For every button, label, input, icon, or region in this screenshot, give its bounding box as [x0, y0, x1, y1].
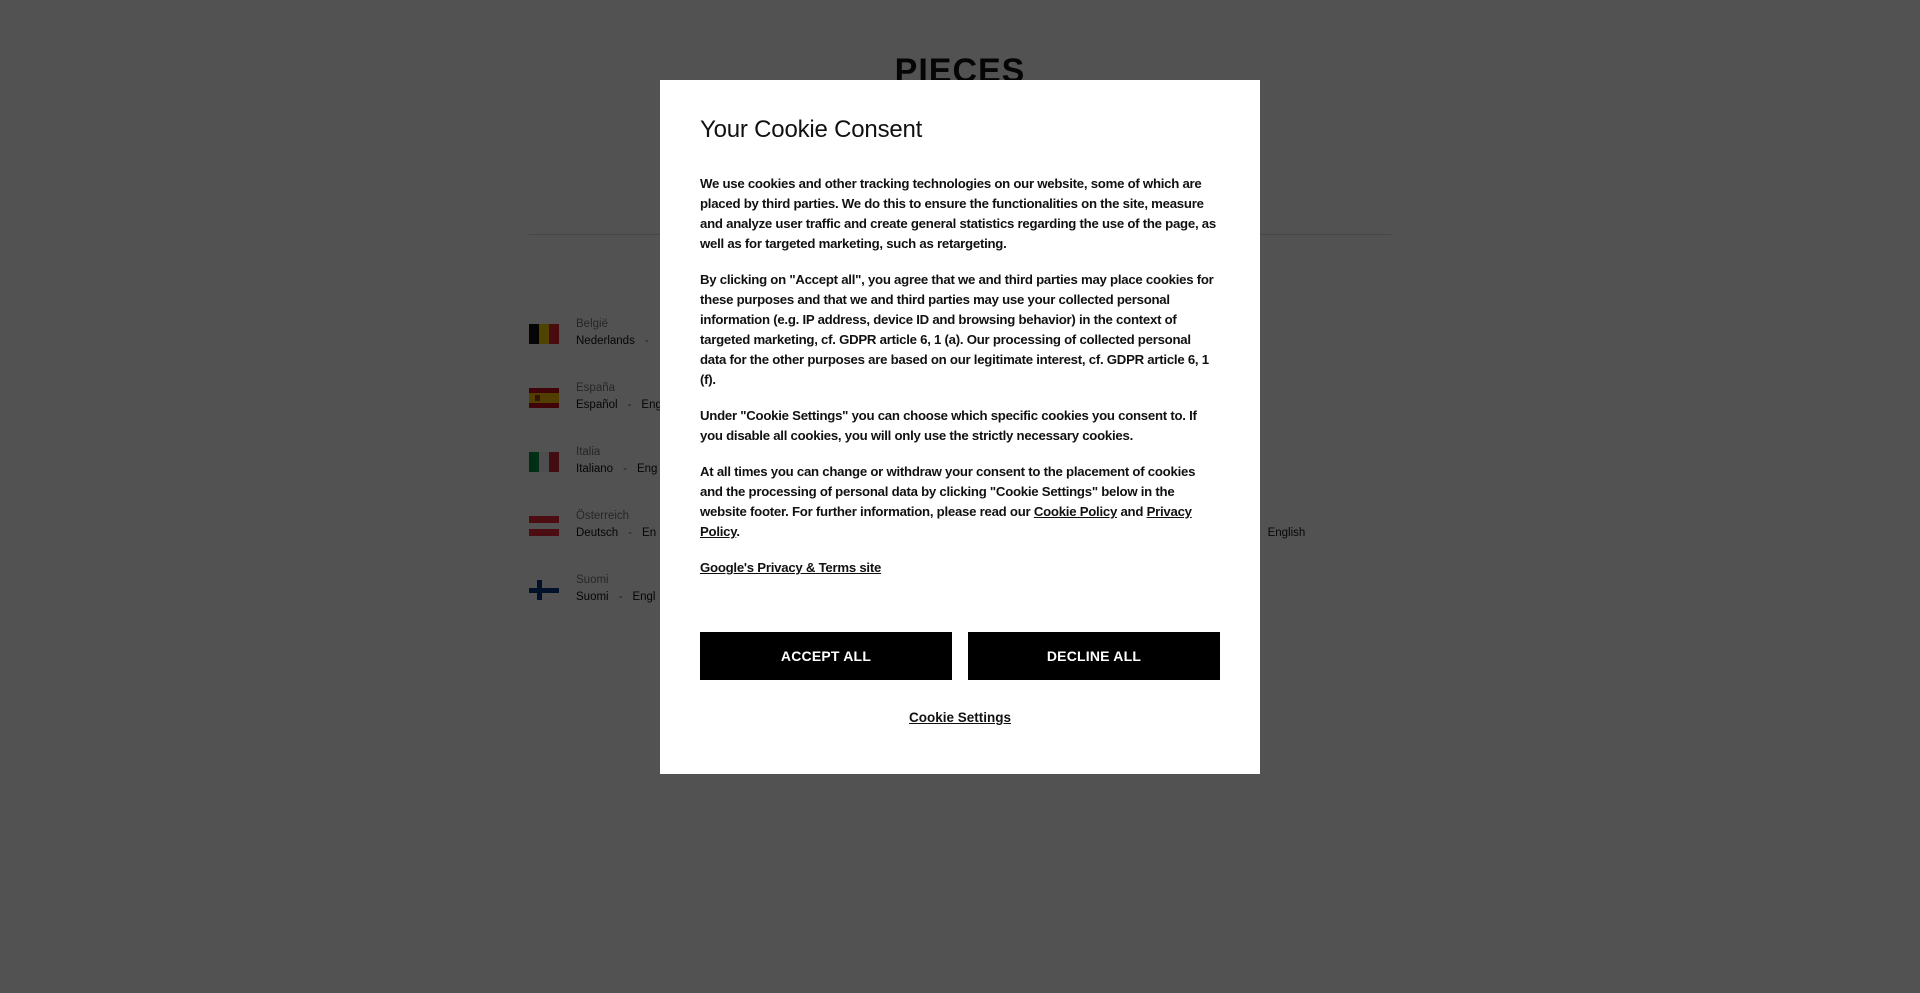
cookie-settings-link[interactable]: Cookie Settings	[908, 710, 1011, 725]
consent-paragraph-4	[700, 462, 1220, 542]
cookie-consent-dialog	[660, 80, 1260, 774]
google-privacy-terms-link[interactable]: Google's Privacy & Terms site	[700, 560, 882, 575]
paragraph-text: .	[736, 524, 740, 539]
paragraph-text: At all times you can change or withdraw your consent to the placement of cookies and the processing of personal data by clicking "Cookie Settings" below in the website footer. For further information, please read our	[700, 464, 1196, 519]
paragraph-text: and	[1117, 504, 1147, 519]
privacy-policy-link[interactable]: Privacy Policy	[700, 504, 1192, 539]
decline-all-button[interactable]: DECLINE ALL	[968, 632, 1220, 680]
accept-all-button[interactable]: ACCEPT ALL	[700, 632, 952, 680]
consent-paragraph-1: We use cookies and other tracking technologies on our website, some of which are placed by third parties. We do this to ensure the functionalities on the site, measure and analyze user traffic and create general statistics regarding the use of the page, as well as for targeted marketing, such as retargeting.	[700, 176, 1216, 251]
cookie-policy-link[interactable]: Cookie Policy	[1033, 504, 1118, 519]
dialog-actions	[700, 632, 1220, 680]
consent-paragraph-2: By clicking on "Accept all", you agree that we and third parties may place cookies for these purposes and that we and third parties may use your collected personal information (e.g. IP address, device ID and browsing behavior) in the context of targeted marketing, cf. GDPR article 6, 1 (a). Our processing of collected personal data for the other purposes are based on our legitimate interest, cf. GDPR article 6, 1 (f).	[700, 272, 1214, 387]
cookie-settings-link-wrapper	[660, 710, 1260, 725]
consent-paragraph-3: Under "Cookie Settings" you can choose which specific cookies you consent to. If you disable all cookies, you will only use the strictly necessary cookies.	[700, 408, 1197, 443]
dialog-title: Your Cookie Consent	[700, 116, 923, 143]
